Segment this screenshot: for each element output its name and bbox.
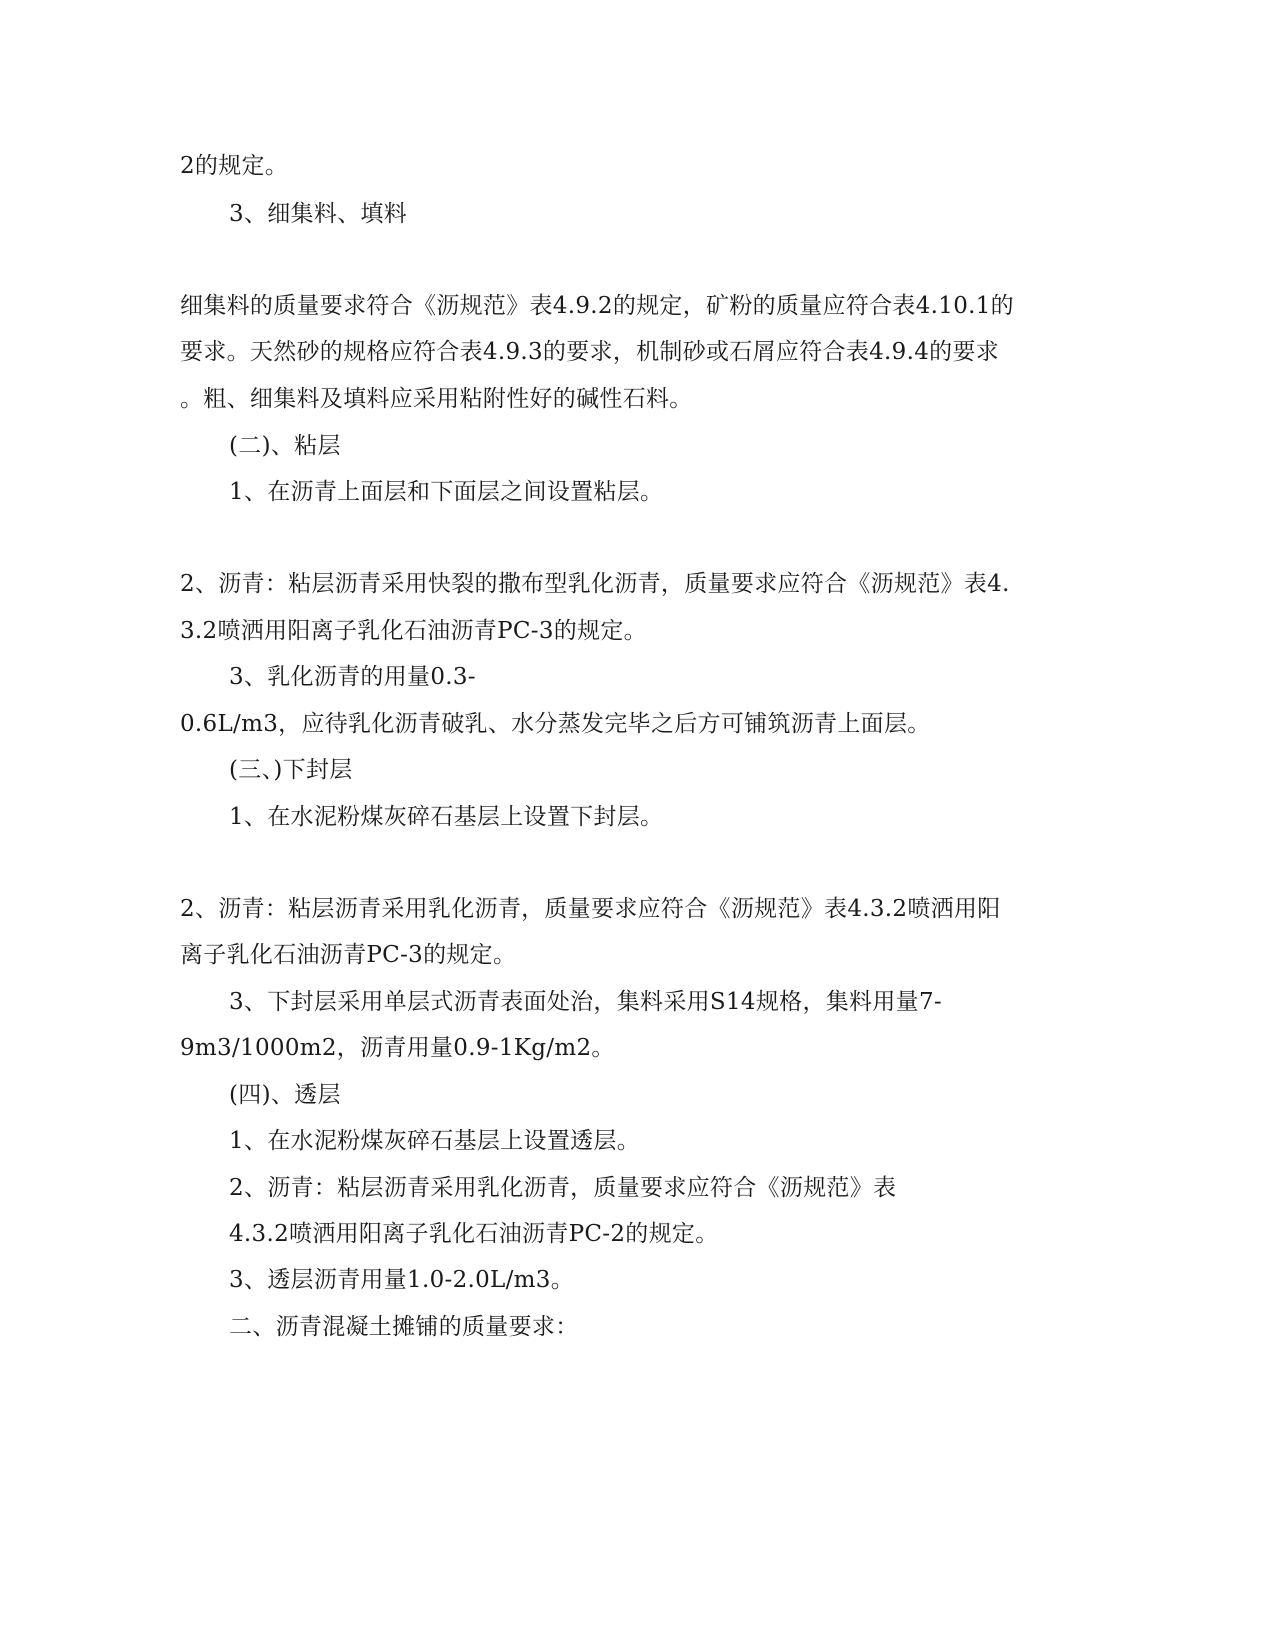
section-heading: (二)、粘层 <box>229 433 341 459</box>
text-line: 2、沥青：粘层沥青采用快裂的撒布型乳化沥青，质量要求应符合《沥规范》表4. <box>180 571 1010 597</box>
text-line: 细集料的质量要求符合《沥规范》表4.9.2的规定，矿粉的质量应符合表4.10.1的 <box>180 293 1014 319</box>
text-line: 1、在水泥粉煤灰碎石基层上设置下封层。 <box>229 804 664 830</box>
text-line: 2的规定。 <box>180 153 289 179</box>
text-line: 2、沥青：粘层沥青采用乳化沥青，质量要求应符合《沥规范》表4.3.2喷洒用阳 <box>180 896 1001 922</box>
section-heading: (三、)下封层 <box>229 757 353 783</box>
text-line: 。粗、细集料及填料应采用粘附性好的碱性石料。 <box>180 386 693 412</box>
text-line: 3、透层沥青用量1.0-2.0L/m3。 <box>229 1267 575 1293</box>
text-line: 3、下封层采用单层式沥青表面处治，集料采用S14规格，集料用量7- <box>229 989 942 1015</box>
text-line: 1、在沥青上面层和下面层之间设置粘层。 <box>229 479 664 505</box>
text-line: 3.2喷洒用阳离子乳化石油沥青PC-3的规定。 <box>180 618 647 644</box>
text-line: 2、沥青：粘层沥青采用乳化沥青，质量要求应符合《沥规范》表 <box>229 1175 897 1201</box>
text-line: 4.3.2喷洒用阳离子乳化石油沥青PC-2的规定。 <box>229 1221 719 1247</box>
section-heading: 二、沥青混凝土摊铺的质量要求： <box>229 1314 579 1340</box>
text-line: 要求。天然砂的规格应符合表4.9.3的要求，机制砂或石屑应符合表4.9.4的要求 <box>180 339 1000 365</box>
text-line: 离子乳化石油沥青PC-3的规定。 <box>180 942 517 968</box>
text-line: 1、在水泥粉煤灰碎石基层上设置透层。 <box>229 1128 641 1154</box>
section-heading: 3、细集料、填料 <box>229 201 408 227</box>
text-line: 9m3/1000m2，沥青用量0.9-1Kg/m2。 <box>180 1035 615 1061</box>
text-line: 0.6L/m3，应待乳化沥青破乳、水分蒸发完毕之后方可铺筑沥青上面层。 <box>180 711 931 737</box>
section-heading: (四)、透层 <box>229 1082 341 1108</box>
text-line: 3、乳化沥青的用量0.3- <box>229 664 476 690</box>
